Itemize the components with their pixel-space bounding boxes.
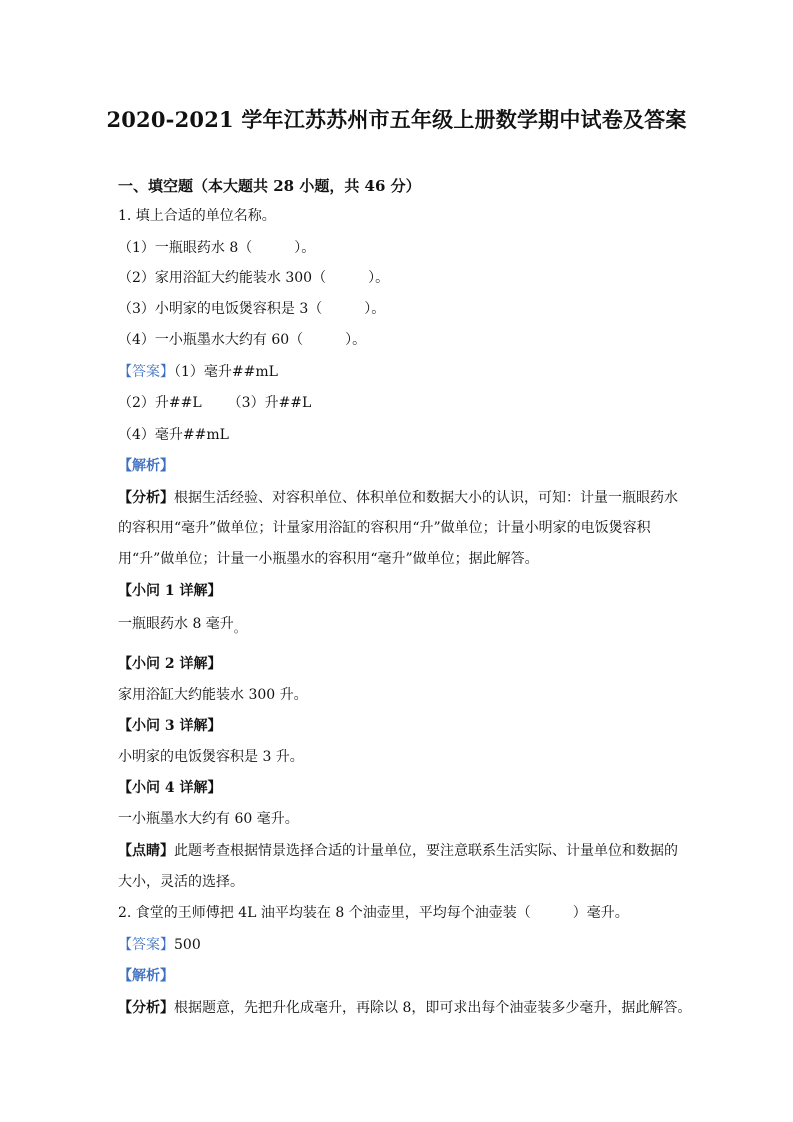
- answer-line-1: [118, 362, 278, 382]
- sub-question-2-text: 家用浴缸大约能装水 300 升。: [118, 687, 308, 703]
- analysis-line-1: [118, 488, 678, 508]
- section-heading: 一、填空题（本大题共 28 小题，共 46 分）: [118, 177, 421, 195]
- question-2-analysis: [118, 998, 691, 1018]
- analysis-tag: 【解析】: [118, 458, 174, 474]
- dianjing-text-1: 此题考查根据情景选择合适的计量单位，要注意联系生活实际、计量单位和数据的: [174, 843, 678, 859]
- analysis-line-2: 的容积用“毫升”做单位；计量家用浴缸的容积用“升”做单位；计量小明家的电饭煲容积: [118, 520, 651, 536]
- question-2-stem: 2. 食堂的王师傅把 4L 油平均装在 8 个油壶里，平均每个油壶装（ ）毫升。: [118, 905, 629, 921]
- analysis-tag-2: 【解析】: [118, 968, 174, 984]
- page-title: 2020-2021 学年江苏苏州市五年级上册数学期中试卷及答案: [106, 107, 687, 132]
- question-1-stem: 1. 填上合适的单位名称。: [118, 208, 276, 224]
- sub-question-1-text: [118, 614, 246, 634]
- sub-1-body: 一瓶眼药水 8 毫升: [118, 616, 234, 632]
- question-1-item-4: （4）一小瓶墨水大约有 60（ ）。: [118, 332, 367, 348]
- dianjing-line-1: [118, 841, 678, 861]
- sub-question-3-text: 小明家的电饭煲容积是 3 升。: [118, 749, 304, 765]
- fenxi-text-2: 根据题意，先把升化成毫升，再除以 8，即可求出每个油壶装多少毫升，据此解答。: [174, 1000, 692, 1016]
- question-1-item-2: （2）家用浴缸大约能装水 300（ ）。: [118, 270, 390, 286]
- answer-2-value: 500: [174, 937, 201, 953]
- answer-2: （2）升##L: [118, 395, 202, 411]
- fenxi-text-1: 根据生活经验、对容积单位、体积单位和数据大小的认识，可知：计量一瓶眼药水: [174, 490, 678, 506]
- fenxi-tag: 【分析】: [118, 490, 174, 506]
- sub-question-1-heading: 【小问 1 详解】: [118, 583, 222, 599]
- dianjing-tag: 【点睛】: [118, 843, 174, 859]
- answer-4: （4）毫升##mL: [118, 427, 229, 443]
- sub-1-tail: 。: [233, 621, 246, 635]
- answer-3: （3）升##L: [227, 395, 312, 411]
- sub-question-3-heading: 【小问 3 详解】: [118, 718, 222, 734]
- answer-tag-2: 【答案】: [118, 937, 174, 953]
- dianjing-line-2: 大小，灵活的选择。: [118, 874, 244, 890]
- sub-question-2-heading: 【小问 2 详解】: [118, 656, 222, 672]
- sub-question-4-heading: 【小问 4 详解】: [118, 780, 222, 796]
- fenxi-tag-2: 【分析】: [118, 1000, 174, 1016]
- answer-tag: 【答案】: [118, 364, 174, 380]
- answer-1: （1）毫升##mL: [174, 364, 278, 380]
- analysis-line-3: 用“升”做单位；计量一小瓶墨水的容积用“毫升”做单位；据此解答。: [118, 551, 539, 567]
- question-1-item-3: （3）小明家的电饭煲容积是 3（ ）。: [118, 301, 386, 317]
- sub-question-4-text: 一小瓶墨水大约有 60 毫升。: [118, 811, 299, 827]
- question-2-answer: [118, 935, 201, 955]
- answer-line-2: [118, 393, 311, 413]
- question-1-item-1: （1）一瓶眼药水 8（ ）。: [118, 240, 316, 256]
